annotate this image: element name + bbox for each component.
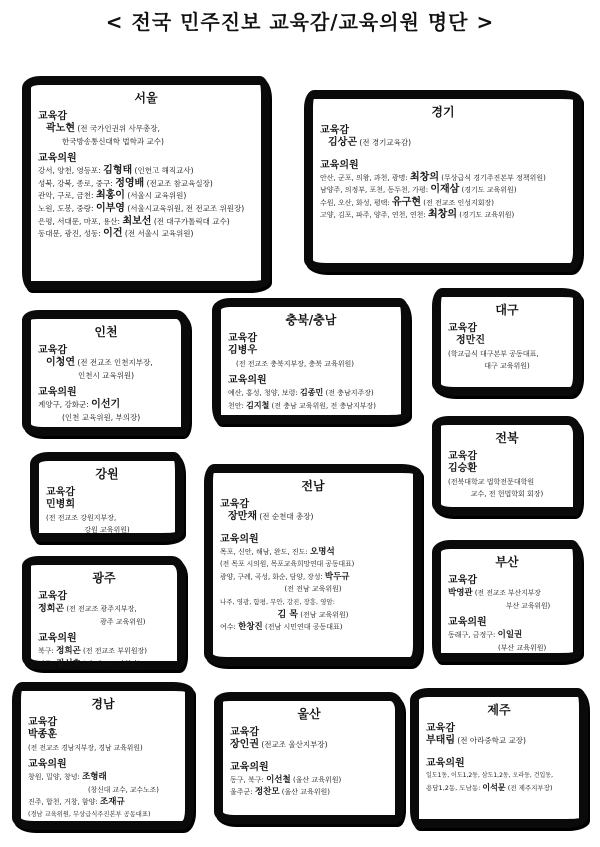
council-row <box>220 609 406 622</box>
council-area: 용담1,2동, 도남동: <box>426 784 481 793</box>
council-label: 교육의원 <box>28 759 67 771</box>
superintendent-desc: (전 전교조 인천지부장, <box>77 358 153 367</box>
superintendent-desc: (전 전교조 강원지부장, <box>46 513 117 522</box>
region-box-gyeongnam <box>12 682 194 830</box>
superintendent-name: 민병희 <box>46 499 75 510</box>
council-area: 계양구, 강화군: <box>38 400 89 410</box>
council-row <box>28 796 178 809</box>
council-label: 교육의원 <box>320 159 359 171</box>
council-name: 이석문 <box>482 783 506 793</box>
council-desc: (전 충남지주장) <box>325 389 374 398</box>
page-title: < 전국 민주진보 교육감/교육의원 명단 > <box>105 10 495 34</box>
superintendent-name: 김승환 <box>448 463 477 474</box>
region-box-gwangju <box>22 556 186 670</box>
council-row <box>448 629 566 642</box>
council-label: 교육의원 <box>38 153 77 165</box>
council-label: 교육의원 <box>220 533 259 545</box>
council-row <box>320 184 566 197</box>
superintendent-desc: (전 국가인권위 사무총장, <box>77 124 160 133</box>
region-name: 전북 <box>495 431 519 445</box>
superintendent-label: 교육감 <box>28 717 57 728</box>
region-name: 인천 <box>94 325 118 339</box>
superintendent-desc: 광주 교육위원) <box>100 617 146 626</box>
superintendent-name: 이청연 <box>46 357 75 368</box>
superintendent-name: 김병우 <box>228 345 257 356</box>
council-name: 최창의 <box>428 209 457 221</box>
council-row <box>228 400 394 413</box>
council-row <box>426 782 572 795</box>
superintendent-desc: 인천시 교육위원) <box>78 370 135 380</box>
council-desc: (인천 교육위원, 부의장) <box>62 412 141 422</box>
region-box-daegu <box>432 288 582 396</box>
council-row <box>38 228 254 241</box>
council-name: 최창의 <box>410 171 439 183</box>
superintendent-desc: 교수, 전 헌법학회 회장) <box>470 490 544 499</box>
region-box-gyeonggi <box>304 90 582 272</box>
council-desc: (전 목포 시의원, 목포교육희망연대 공동대표) <box>220 560 355 569</box>
council-desc: (전 서울시 교육위원) <box>124 229 194 239</box>
superintendent-label: 교육감 <box>220 499 249 510</box>
council-area: 여수: <box>220 623 236 632</box>
council-desc: (부산 교육위원) <box>498 643 547 652</box>
region-box-incheon <box>22 310 190 436</box>
council-row <box>38 190 254 203</box>
region-name: 경남 <box>91 697 115 711</box>
council-name: 이선기 <box>91 399 121 411</box>
superintendent-label: 교육감 <box>448 451 477 462</box>
council-label: 교육의원 <box>230 761 269 773</box>
superintendent-desc: 한국방송통신대학 법학과 교수) <box>62 136 164 146</box>
council-name: 최홍이 <box>95 190 125 202</box>
council-label: 교육의원 <box>426 757 465 769</box>
council-row <box>38 178 254 191</box>
superintendent-desc: (전교조 울산지부장) <box>261 740 328 749</box>
council-name: 오명석 <box>310 546 335 557</box>
region-box-chungbuk <box>212 298 410 424</box>
council-desc: (전남 교육위원) <box>300 610 349 619</box>
council-area: 서구: <box>38 659 54 668</box>
council-name: 유구현 <box>392 196 422 208</box>
council-desc: (인헌고 해직교사) <box>134 166 194 176</box>
council-desc: (서울시교육위원, 전 전교조 위원장) <box>127 203 245 213</box>
council-desc: (무상급식 경기주진본부 정책위원) <box>441 173 546 182</box>
council-label: 교육의원 <box>38 387 77 399</box>
council-area: 예산, 홍성, 청양, 보령: <box>228 389 298 398</box>
superintendent-desc: (전 순천대 총장) <box>259 512 314 521</box>
council-name: 이건 <box>103 228 123 240</box>
council-label: 교육의원 <box>448 617 487 629</box>
council-area: 진주, 합천, 거창, 함양: <box>28 798 98 807</box>
region-box-jeonnam <box>204 464 422 666</box>
council-area: 울주군: <box>230 788 253 797</box>
council-name: 이부영 <box>95 202 125 214</box>
council-row <box>320 172 566 185</box>
superintendent-label: 교육감 <box>38 111 67 122</box>
council-area: 천안: <box>228 401 244 410</box>
region-box-ulsan <box>214 692 404 824</box>
superintendent-desc: (전 전교조 경남지부장, 경남 교육위원) <box>28 743 143 752</box>
region-name: 울산 <box>297 707 321 721</box>
council-desc: (울산 교육위원) <box>292 775 342 784</box>
region-name: 충북/충남 <box>285 313 337 327</box>
council-desc: (창신대 교수, 교수노조) <box>88 785 159 794</box>
superintendent-desc: (전 전교조 충북지부장, 충북 교육위원) <box>236 359 355 368</box>
council-area: 동대문, 광진, 성동: <box>38 229 101 239</box>
superintendent-name: 부태림 <box>426 735 455 746</box>
council-area: 창원, 밀양, 창녕: <box>28 773 80 782</box>
council-name: 한창진 <box>238 622 263 633</box>
region-name: 제주 <box>487 703 511 717</box>
council-name: 김형태 <box>103 165 133 177</box>
council-desc: (전 충남 교육위원, 전 충남지부장) <box>271 401 377 410</box>
council-row <box>220 621 406 634</box>
superintendent-label: 교육감 <box>426 723 455 734</box>
superintendent-label: 교육감 <box>228 333 257 344</box>
council-name: 조재규 <box>100 797 125 808</box>
superintendent-name: 정희곤 <box>38 604 65 614</box>
council-name: 정희곤 <box>56 646 81 657</box>
council-area: 은평, 서대문, 마포, 용산: <box>38 216 121 226</box>
council-row <box>38 645 170 658</box>
superintendent-desc: 부산 교육위원) <box>506 601 551 610</box>
region-box-gangwon <box>30 452 184 542</box>
council-row <box>28 771 178 784</box>
council-desc: (경남 교육위원, 무상급식주진본부 공동대표) <box>28 810 151 818</box>
council-row <box>220 546 406 559</box>
council-row <box>230 774 388 787</box>
council-desc: (전 대구가톨릭대 교수) <box>153 216 230 226</box>
council-name: 이재삼 <box>430 184 460 196</box>
council-area: 수원, 오산, 화성, 평택: <box>320 198 390 207</box>
superintendent-name: 장인권 <box>230 739 259 750</box>
superintendent-desc: (전 전교조 부산지부장 <box>474 589 541 597</box>
council-desc: (경기도 교육위원) <box>461 186 517 195</box>
council-area: 관악, 구로, 금천: <box>38 191 94 201</box>
region-name: 서울 <box>134 91 158 105</box>
superintendent-name: 곽노현 <box>46 123 75 134</box>
council-area: 북구: <box>38 647 54 656</box>
council-area: 동구, 북구: <box>230 775 264 784</box>
superintendent-label: 교육감 <box>38 591 67 602</box>
council-name: 조형래 <box>82 772 107 783</box>
council-desc: (전교조 참교육실장) <box>146 178 213 188</box>
council-row <box>38 216 254 229</box>
council-row <box>220 571 406 584</box>
council-area: 나주, 영광, 함평, 무안, 강진, 장흥, 영암: <box>220 597 335 606</box>
council-area: 고양, 김포, 파주, 양주, 연천, 연천: <box>320 211 426 220</box>
region-box-jeju <box>410 688 588 828</box>
region-name: 경기 <box>431 105 455 119</box>
region-box-busan <box>432 540 582 662</box>
superintendent-label: 교육감 <box>448 575 477 586</box>
region-box-jeonbuk <box>432 416 582 516</box>
region-name: 대구 <box>495 303 519 317</box>
council-desc: (전 전남 교육위원) <box>284 585 342 594</box>
council-row <box>320 197 566 210</box>
region-name: 부산 <box>495 555 519 569</box>
council-desc: (전 전교조 지회장) <box>83 659 141 668</box>
council-name: 정찬모 <box>254 787 280 798</box>
superintendent-name: 김상곤 <box>328 137 357 148</box>
superintendent-desc: 대구 교육위원) <box>484 362 530 371</box>
superintendent-desc: (전북대학교 법학전문대학원 <box>448 477 535 486</box>
council-area: 성북, 강북, 종로, 중구: <box>38 178 113 188</box>
superintendent-desc: (전 아라중학교 교장) <box>457 736 526 745</box>
superintendent-label: 교육감 <box>448 323 477 334</box>
council-desc: (울산 교육위원) <box>281 788 331 797</box>
council-name: 박두규 <box>324 571 350 582</box>
council-row <box>228 387 394 400</box>
superintendent-label: 교육감 <box>38 345 67 356</box>
council-area: 일도1동, 이도1,2동, 삼도1,2동, 오라동, 건입동, <box>426 771 554 779</box>
council-desc: (전남 시민연대 공동대표) <box>265 623 343 632</box>
council-area: 남양주, 의정부, 포천, 동두천, 가평: <box>320 186 429 195</box>
council-desc: (전 제주지부장) <box>507 784 553 793</box>
region-name: 전남 <box>301 479 325 493</box>
council-row <box>38 658 170 671</box>
council-name: 이일권 <box>497 630 523 641</box>
council-row <box>38 399 174 412</box>
superintendent-name: 박종훈 <box>28 729 57 740</box>
superintendent-desc: (학교급식 대구본부 공동대표, <box>448 349 539 358</box>
council-area: 동래구, 금정구: <box>448 631 496 640</box>
superintendent-desc: (전 경기교육감) <box>359 138 412 147</box>
council-row <box>38 203 254 216</box>
council-name: 정영배 <box>115 177 145 189</box>
council-desc: (전 전교조 인성지회장) <box>423 198 495 207</box>
council-desc: (경기도 교육위원) <box>459 211 515 220</box>
council-label: 교육의원 <box>38 633 77 645</box>
council-area: 안산, 군포, 의왕, 과천, 광명: <box>320 173 408 182</box>
superintendent-desc: (전 전교조 광주지부장, <box>66 605 137 613</box>
council-row <box>230 786 388 799</box>
council-area: 강서, 양천, 영등포: <box>38 166 101 176</box>
council-area: 목포, 신안, 해남, 완도, 진도: <box>220 547 308 556</box>
council-name: 김선호 <box>56 658 81 669</box>
council-label: 교육의원 <box>228 375 267 387</box>
superintendent-label: 교육감 <box>230 727 259 738</box>
council-name: 최보선 <box>122 215 152 227</box>
council-name: 김지철 <box>246 400 270 410</box>
council-name: 김종민 <box>300 388 324 398</box>
council-area: 광양, 구례, 곡성, 화순, 담양, 장성: <box>220 572 323 581</box>
council-desc: (서울시 교육위원) <box>127 191 187 201</box>
superintendent-label: 교육감 <box>320 125 349 136</box>
council-desc: (전 전교조 부위원장) <box>83 647 148 656</box>
superintendent-desc: 강원 교육위원) <box>84 526 130 535</box>
council-row <box>320 209 566 222</box>
council-name: 이선철 <box>266 774 291 785</box>
region-box-seoul <box>22 76 270 290</box>
council-row <box>38 165 254 178</box>
council-name: 김 목 <box>277 609 299 620</box>
superintendent-name: 정만진 <box>456 335 485 346</box>
region-name: 광주 <box>92 571 116 585</box>
superintendent-label: 교육감 <box>46 487 75 498</box>
council-area: 노원, 도봉, 중랑: <box>38 203 94 213</box>
superintendent-name: 장만채 <box>228 511 257 522</box>
superintendent-name: 박영관 <box>448 588 473 598</box>
region-name: 강원 <box>95 467 119 481</box>
